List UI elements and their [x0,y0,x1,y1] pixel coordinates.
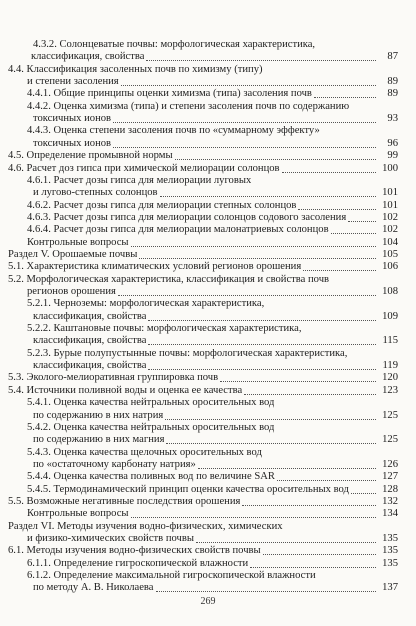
dot-leader [282,172,376,173]
toc-entry-title: 5.4. Источники поливной воды и оценка ее качества [8,384,243,396]
dot-leader [298,209,376,210]
toc-entry-title: 4.4.3. Оценка степени засоления почв по «суммарному эффекту» [27,125,320,137]
toc-entry-title: Раздел VI. Методы изучения водно-физических, химических [8,520,283,532]
page-number: 269 [200,596,216,607]
toc-entry [0,51,398,63]
toc-entry-page: 109 [382,310,398,322]
dot-leader [277,480,376,481]
dot-leader [175,159,376,160]
toc-entry-title: 5.3. Эколого-мелиоративная группировка почв [8,372,219,384]
toc-entry-title: 4.5. Определение промывной нормы [8,150,173,162]
toc-entry-title: Контрольные вопросы [27,508,129,520]
dot-leader [250,567,376,568]
toc-entry [0,533,398,545]
toc-entry-title: 4.6.3. Расчет дозы гипса для мелиорации солонцов содового засоления [27,211,347,223]
toc-entry-title: 5.2.2. Каштановые почвы: морфологическая характеристика, [27,323,302,335]
toc-entry-page: 99 [387,150,398,162]
toc-entry-title: и степени засоления [27,76,119,88]
toc-entry [0,422,398,434]
toc-entry-page: 106 [382,261,398,273]
dot-leader [351,493,376,494]
toc-entry-title: 4.4.1. Общие принципы оценки химизма (типа) засоления почв [27,88,312,100]
toc-entry-title: 5.4.1. Оценка качества нейтральных оросительных вод [27,397,275,409]
dot-leader [148,369,376,370]
toc-entry-title: 5.5. Возможные негативные последствия орошения [8,495,241,507]
toc-entry-title: Раздел V. Орошаемые почвы [8,248,138,260]
toc-entry [0,496,398,508]
dot-leader [220,381,376,382]
toc-entry-title: 4.6.1. Расчет дозы гипса для мелиорации луговых [27,174,252,186]
dot-leader [165,419,376,420]
toc-entry [0,125,398,137]
toc-entry [0,484,398,496]
toc-entry-title: и лугово-степных солонцов [33,187,158,199]
toc-entry [0,545,398,557]
toc-entry-title: токсичных ионов [33,113,112,125]
dot-leader [131,246,376,247]
toc-entry-title: 5.4.5. Термодинамический принцип оценки качества оросительных вод [27,483,349,495]
toc-entry-title: 4.6.2. Расчет дозы гипса для мелиорации степных солонцов [27,199,297,211]
toc-entry-page: 127 [382,471,398,483]
toc-entry-page: 105 [382,248,398,260]
dot-leader [146,60,376,61]
dot-leader [196,542,376,543]
dot-leader [118,295,376,296]
toc-entry [0,447,398,459]
toc-entry-title: 5.1. Характеристика климатических условий регионов орошения [8,261,302,273]
dot-leader [131,517,376,518]
dot-leader [303,270,376,271]
toc-entry-page: 135 [382,557,398,569]
toc-entry-page: 125 [382,434,398,446]
toc-entry [0,212,398,224]
toc-entry-page: 123 [382,384,398,396]
toc-entry-page: 93 [387,113,398,125]
toc-entry [0,224,398,236]
toc-entry-title: 5.4.4. Оценка качества поливных вод по величине SAR [27,471,275,483]
dot-leader [242,505,376,506]
toc-entry-title: Контрольные вопросы [27,236,129,248]
toc-entry-title: 4.4. Классификация засоленных почв по химизму (типу) [8,63,263,75]
toc-entry-title: регионов орошения [27,286,116,297]
toc-entry-title: и физико-химических свойств почвы [27,533,194,544]
toc-entry [0,459,398,471]
toc-entry [0,187,398,199]
toc-entry [0,286,398,298]
toc-entry [0,200,398,212]
toc-entry-title: токсичных ионов [33,137,112,149]
toc-entry-title: по методу А. В. Николаева [33,582,154,594]
toc-entry-title: 5.2.3. Бурые полупустынные почвы: морфологическая характеристика, [27,347,348,359]
dot-leader [166,443,376,444]
toc-entry [0,311,398,323]
toc-entry [0,101,398,113]
toc-entry-page: 87 [387,51,398,63]
toc-entry-page: 120 [382,372,398,384]
toc-entry [0,582,398,594]
toc-entry-title: 4.6. Расчет доз гипса при химической мелиорации солонцов [8,162,280,174]
toc-entry [0,508,398,520]
toc-entry-page: 135 [382,533,398,544]
toc-entry [0,64,398,76]
dot-leader [148,320,376,321]
toc-entry-page: 89 [387,76,398,88]
toc-entry [0,360,398,372]
toc-entry-page: 101 [382,199,398,211]
toc-entry [0,138,398,150]
toc-entry-page: 137 [382,582,398,594]
toc-entry [0,249,398,261]
toc-entry-title: 5.2. Морфологическая характеристика, классификация и свойства почв [8,273,330,285]
dot-leader [121,85,376,86]
dot-leader [263,554,376,555]
toc-entry-title: 6.1.2. Определение максимальной гигроскопической влажности [27,570,316,582]
toc-entry [0,76,398,88]
toc-entry [0,261,398,273]
toc-entry [0,237,398,249]
toc-entry-title: 5.4.2. Оценка качества нейтральных оросительных вод [27,421,275,433]
toc-entry [0,372,398,384]
toc-entry-title: 6.1. Методы изучения водно-физических свойств почвы [8,545,261,557]
toc-entry-title: 5.2.1. Черноземы: морфологическая характеристика, [27,298,265,310]
dot-leader [156,591,377,592]
toc-entry-page: 96 [387,137,398,149]
dot-leader [160,196,376,197]
toc-entry [0,570,398,582]
dot-leader [314,97,376,98]
toc-entry-page: 125 [382,409,398,421]
toc-entry-title: 5.4.3. Оценка качества щелочных оросительных вод [27,446,262,458]
toc-entry-title: 6.1.1. Определение гигроскопической влажности [27,557,249,569]
toc-entry-page: 135 [382,545,398,557]
toc-entry [0,323,398,335]
toc-entry-title: по содержанию в них натрия [33,409,164,421]
toc-entry [0,39,398,51]
dot-leader [113,147,376,148]
toc-entry-page: 102 [382,224,398,236]
dot-leader [148,344,376,345]
toc-entry-title: по содержанию в них магния [33,434,165,446]
toc-entry-page: 128 [382,483,398,495]
toc-entry-page: 115 [382,335,398,347]
toc-entry-page: 102 [382,211,398,223]
toc-entry [0,150,398,162]
toc-entry-title: классификация, свойства [33,310,147,322]
toc-entry [0,335,398,347]
toc-entry [0,410,398,422]
toc-entry-title: по «остаточному карбонату натрия» [33,458,196,470]
toc-entry [0,471,398,483]
toc-entry-page: 89 [387,88,398,100]
toc-entry-page: 100 [382,162,398,174]
toc-entry [0,175,398,187]
toc-entry-page: 126 [382,458,398,470]
toc-entry [0,274,398,286]
dot-leader [113,122,376,123]
toc-entry [0,558,398,570]
toc-entry [0,348,398,360]
toc-entry-page: 134 [382,508,398,520]
toc-entry [0,397,398,409]
dot-leader [244,394,376,395]
toc-entry [0,434,398,446]
toc-entry-title: классификация, свойства [33,335,147,347]
toc-entry-title: классификация, свойства [31,51,145,63]
toc-entry [0,163,398,175]
dot-leader [331,233,376,234]
toc-entry-page: 104 [382,236,398,248]
dot-leader [139,258,376,259]
toc-entry-page: 101 [382,187,398,199]
toc-entry-title: 4.4.2. Оценка химизма (типа) и степени засоления почв по содержанию [27,100,350,112]
toc-entry-title: 4.3.2. Солонцеватые почвы: морфологическая характеристика, [33,39,316,50]
toc-entry [0,521,398,533]
toc-entry-page: 108 [382,286,398,297]
toc-entry-page: 132 [382,495,398,507]
toc-entry-page: 119 [382,360,398,372]
toc-entry [0,113,398,125]
dot-leader [348,221,376,222]
dot-leader [198,468,376,469]
toc-entry-title: классификация, свойства [33,360,147,372]
toc-entry [0,88,398,100]
toc-entry [0,385,398,397]
toc-entry-title: 4.6.4. Расчет дозы гипса для мелиорации малонатриевых солонцов [27,224,329,236]
toc-entry [0,298,398,310]
